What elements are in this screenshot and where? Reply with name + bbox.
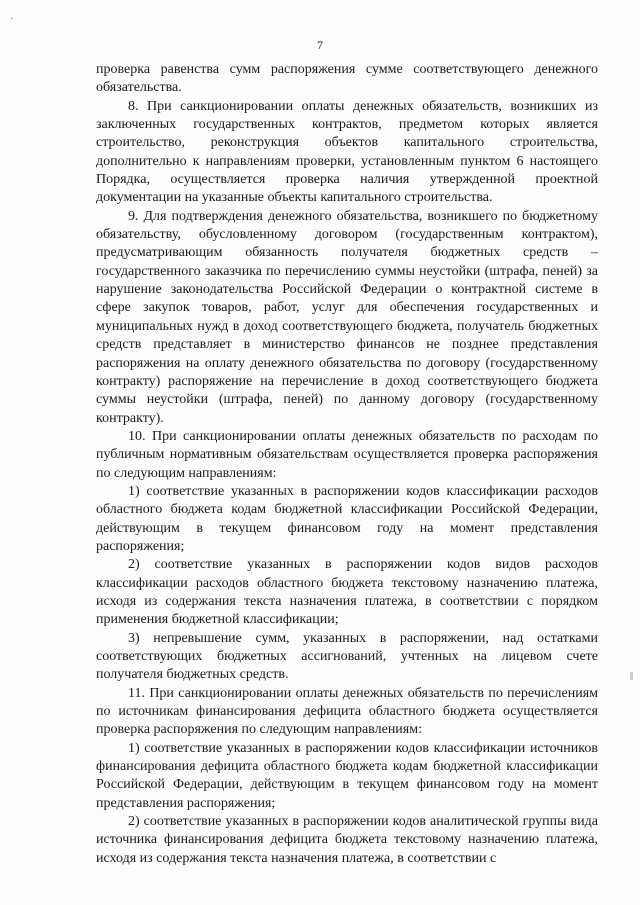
document-body [96, 61, 598, 868]
paragraph-clause-10: 10. При санкционировании оплаты денежных обязательств по расходам по публичным нормативным обязательствам осуществляется проверка распоряжения по следующим направлениям: [96, 428, 598, 481]
paragraph-clause-11-item-2: 2) соответствие указанных в распоряжении кодов аналитической группы вида источника финансирования дефицита бюджета текстовому назначению платежа, исходя из содержания текста назначения платежа, в соответствии с [96, 814, 598, 866]
page-number: 7 [317, 38, 323, 52]
scan-margin-mark [630, 672, 633, 680]
paragraph-clause-10-item-2: 2) соответствие указанных в распоряжении кодов видов расходов классификации расходов областного бюджета текстовому назначению платежа, исходя из содержания текста назначения платежа, в соответствии с порядком применения бюджетной классификации; [96, 557, 598, 628]
paragraph-clause-8: 8. При санкционировании оплаты денежных обязательств, возникших из заключенных государственных контрактов, предметом которых является строительство, реконструкция объектов капитального строительства, дополнительно к направлениям проверки, установленным пунктом 6 настоящего Порядка, осуществляется проверка наличия утвержденной проектной документации на указанные объекты капитального строительства. [96, 98, 598, 206]
scan-corner-mark: · [10, 14, 14, 25]
paragraph-clause-11: 11. При санкционировании оплаты денежных обязательств по перечислениям по источникам финансирования дефицита областного бюджета осуществляется проверка распоряжения по следующим направлениям: [96, 685, 598, 738]
paragraph-clause-10-item-3: 3) непревышение сумм, указанных в распоряжении, над остатками соответствующих бюджетных ассигнований, учтенных на лицевом счете получателя бюджетных средств. [96, 630, 598, 683]
paragraph-clause-9: 9. Для подтверждения денежного обязательства, возникшего по бюджетному обязательству, обусловленному договором (государственным контрактом), предусматривающим обязанность получателя бюджетных средств – государственного заказчика по перечислению суммы неустойки (штрафа, пеней) за нарушение законодательства Российской Федерации о контрактной системе в сфере закупок товаров, работ, услуг для обеспечения государственных и муниципальных нужд в доход соответствующего бюджета, получатель бюджетных средств представляет в министерство финансов не позднее представления распоряжения на оплату денежного обязательства по договору (государственному контракту) распоряжение на перечисление в доход соответствующего бюджета суммы неустойки (штрафа, пеней) по данному договору (государственному контракту). [96, 208, 598, 426]
paragraph-clause-10-item-1: 1) соответствие указанных в распоряжении кодов классификации расходов областного бюджета кодам бюджетной классификации Российской Федерации, действующим в текущем финансовом году на момент представления распоряжения; [96, 483, 598, 554]
paragraph-clause-11-item-1: 1) соответствие указанных в распоряжении кодов классификации источников финансирования дефицита областного бюджета кодам бюджетной классификации Российской Федерации, действующим в текущем финансовом году на момент представления распоряжения; [96, 740, 598, 811]
paragraph-continuation: проверка равенства сумм распоряжения сумме соответствующего денежного обязательства. [96, 62, 598, 96]
